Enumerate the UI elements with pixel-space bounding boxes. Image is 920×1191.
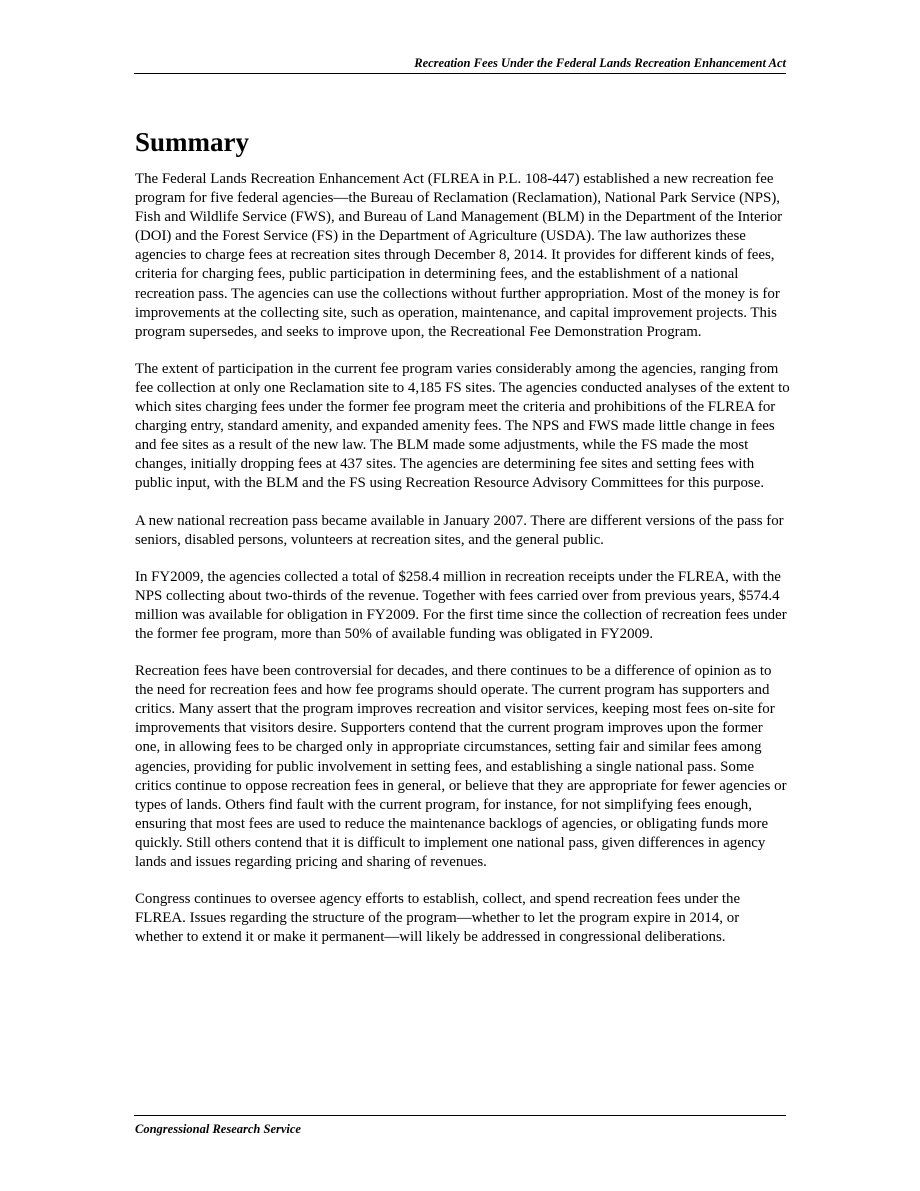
page-title: Summary xyxy=(135,127,249,157)
paragraph-participation: The extent of participation in the current fee program varies considerably among the agencies, ranging from fee collection at only one Reclamation site to 4,185 FS sites. The agencies conducted analyses of the extent to which sites charging fees under the former fee program meet the criteria and prohibitions of the FLREA for charging entry, standard amenity, and expanded amenity fees. The NPS and FWS made little change in fees and fee sites as a result of the new law. The BLM made some adjustments, while the FS made the most changes, initially dropping fees at 437 sites. The agencies are determining fee sites and setting fees with public input, with the BLM and the FS using Recreation Resource Advisory Committees for this purpose. xyxy=(135,360,790,492)
summary-body xyxy=(135,170,790,965)
paragraph-flrea-overview: The Federal Lands Recreation Enhancement Act (FLREA in P.L. 108-447) established a new recreation fee program for five federal agencies—the Bureau of Reclamation (Reclamation), National Park Service (NPS), Fish and Wildlife Service (FWS), and Bureau of Land Management (BLM) in the Department of the Interior (DOI) and the Forest Service (FS) in the Department of Agriculture (USDA). The law authorizes these agencies to charge fees at recreation sites through December 8, 2014. It provides for different kinds of fees, criteria for charging fees, public participation in determining fees, and the establishment of a national recreation pass. The agencies can use the collections without further appropriation. Most of the money is for improvements at the collecting site, such as operation, maintenance, and capital improvement projects. This program supersedes, and seeks to improve upon, the Recreational Fee Demonstration Program. xyxy=(135,171,783,340)
paragraph-congress-oversight: Congress continues to oversee agency efforts to establish, collect, and spend recreation fees under the FLREA. Issues regarding the structure of the program—whether to let the program expire in 2014, or whether to extend it or make it permanent—will likely be addressed in congressional deliberations. xyxy=(135,891,741,946)
footer-divider xyxy=(134,1115,786,1116)
paragraph-fy2009-collections: In FY2009, the agencies collected a total of $258.4 million in recreation receipts under the FLREA, with the NPS collecting about two-thirds of the revenue. Together with fees carried over from previous years, $574.4 million was available for obligation in FY2009. For the first time since the collection of recreation fees under the former fee program, more than 50% of available funding was obligated in FY2009. xyxy=(135,568,787,642)
paragraph-national-pass: A new national recreation pass became available in January 2007. There are different versions of the pass for seniors, disabled persons, volunteers at recreation sites, and the general public. xyxy=(135,512,784,548)
running-header: Recreation Fees Under the Federal Lands Recreation Enhancement Act xyxy=(414,56,786,70)
running-footer: Congressional Research Service xyxy=(135,1122,301,1136)
header-divider xyxy=(134,73,786,74)
paragraph-controversy: Recreation fees have been controversial for decades, and there continues to be a difference of opinion as to the need for recreation fees and how fee programs should operate. The current program has supporters and critics. Many assert that the program improves recreation and visitor services, keeping most fees on-site for improvements that visitors desire. Supporters contend that the current program improves upon the former one, in allowing fees to be charged only in appropriate circumstances, setting fair and similar fees among agencies, providing for public involvement in setting fees, and establishing a single national pass. Some critics continue to oppose recreation fees in general, or believe that they are appropriate for fewer agencies or types of lands. Others find fault with the current program, for instance, for not simplifying fees enough, ensuring that most fees are used to reduce the maintenance backlogs of agencies, or obligating funds more quickly. Still others contend that it is difficult to implement one national pass, given differences in agency lands and issues regarding pricing and sharing of revenues. xyxy=(135,663,787,870)
